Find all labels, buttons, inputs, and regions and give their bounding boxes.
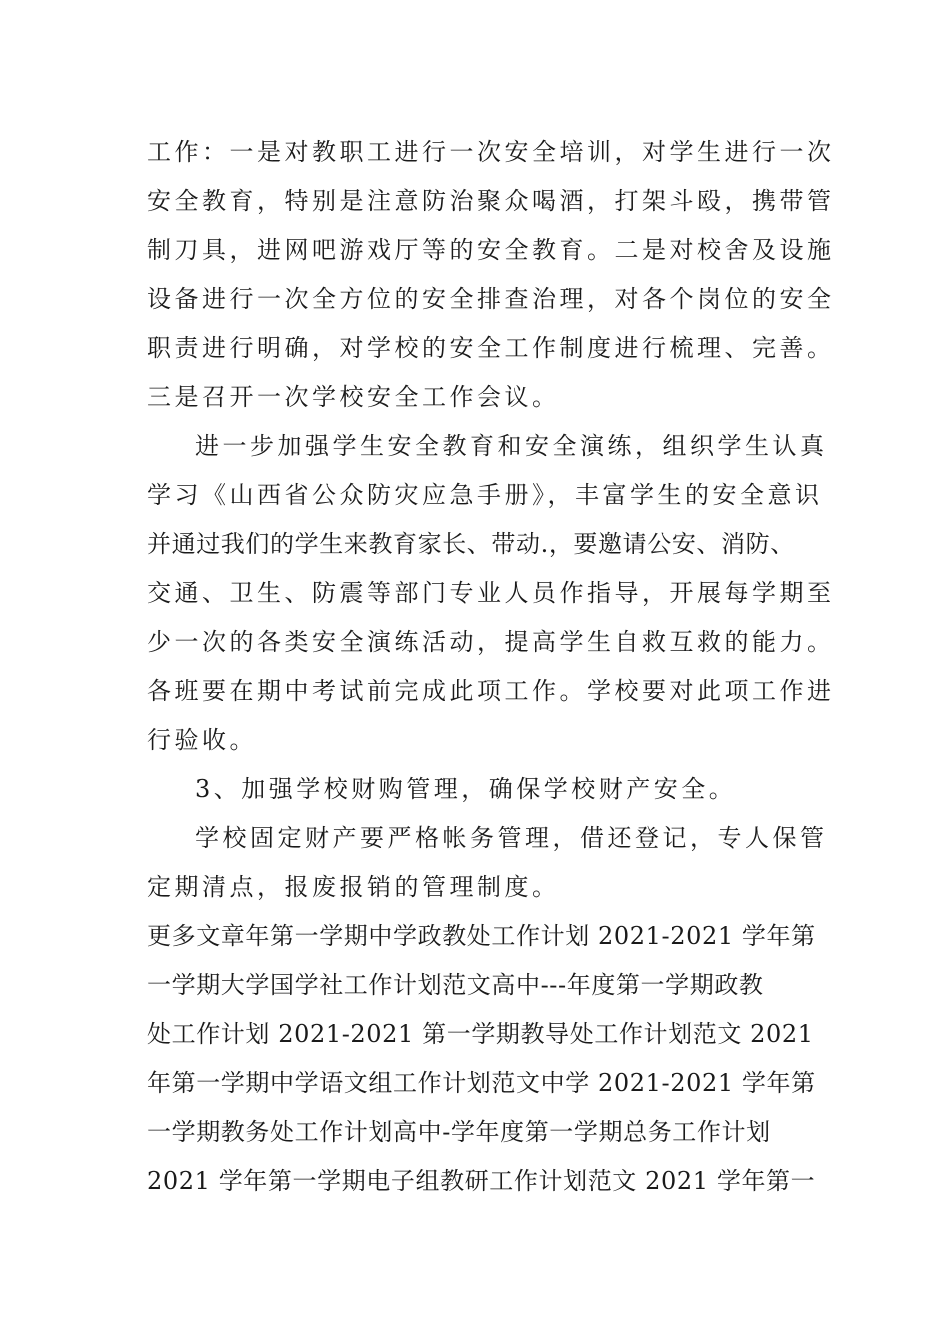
more-articles-line: 年第一学期中学语文组工作计划范文中学 2021-2021 学年第 (147, 1069, 816, 1097)
more-articles-line: 一学期大学国学社工作计划范文高中---年度第一学期政教 (147, 971, 764, 999)
more-articles-line: 一学期教务处工作计划高中-学年度第一学期总务工作计划 (147, 1118, 771, 1146)
text-line: 工作：一是对教职工进行一次安全培训，对学生进行一次 (147, 138, 835, 166)
text-line: 并通过我们的学生来教育家长、带动.，要邀请公安、消防、 (147, 530, 795, 558)
text-line: 职责进行明确，对学校的安全工作制度进行梳理、完善。 (147, 334, 835, 362)
text-line: 制刀具，进网吧游戏厅等的安全教育。二是对校舍及设施 (147, 236, 835, 264)
text-line: 少一次的各类安全演练活动，提高学生自救互救的能力。 (147, 628, 835, 656)
text-line: 行验收。 (147, 726, 257, 754)
text-line: 交通、卫生、防震等部门专业人员作指导，开展每学期至 (147, 579, 835, 607)
more-articles-line: 更多文章年第一学期中学政教处工作计划 2021-2021 学年第 (147, 922, 816, 950)
text-line: 三是召开一次学校安全工作会议。 (147, 383, 560, 411)
paragraph-start-line: 学校固定财产要严格帐务管理，借还登记，专人保管 (195, 824, 828, 852)
text-line: 各班要在期中考试前完成此项工作。学校要对此项工作进 (147, 677, 835, 705)
document-body (147, 128, 837, 1206)
section-heading-line: 3、加强学校财购管理，确保学校财产安全。 (195, 775, 737, 803)
text-line: 定期清点，报废报销的管理制度。 (147, 873, 560, 901)
text-line: 学习《山西省公众防灾应急手册》，丰富学生的安全意识 (147, 481, 823, 509)
paragraph-start-line: 进一步加强学生安全教育和安全演练，组织学生认真 (195, 432, 828, 460)
text-line: 安全教育，特别是注意防治聚众喝酒，打架斗殴，携带管 (147, 187, 835, 215)
more-articles-line: 2021 学年第一学期电子组教研工作计划范文 2021 学年第一 (147, 1167, 816, 1195)
more-articles-line: 处工作计划 2021-2021 第一学期教导处工作计划范文 2021 (147, 1020, 814, 1048)
text-line: 设备进行一次全方位的安全排查治理，对各个岗位的安全 (147, 285, 835, 313)
